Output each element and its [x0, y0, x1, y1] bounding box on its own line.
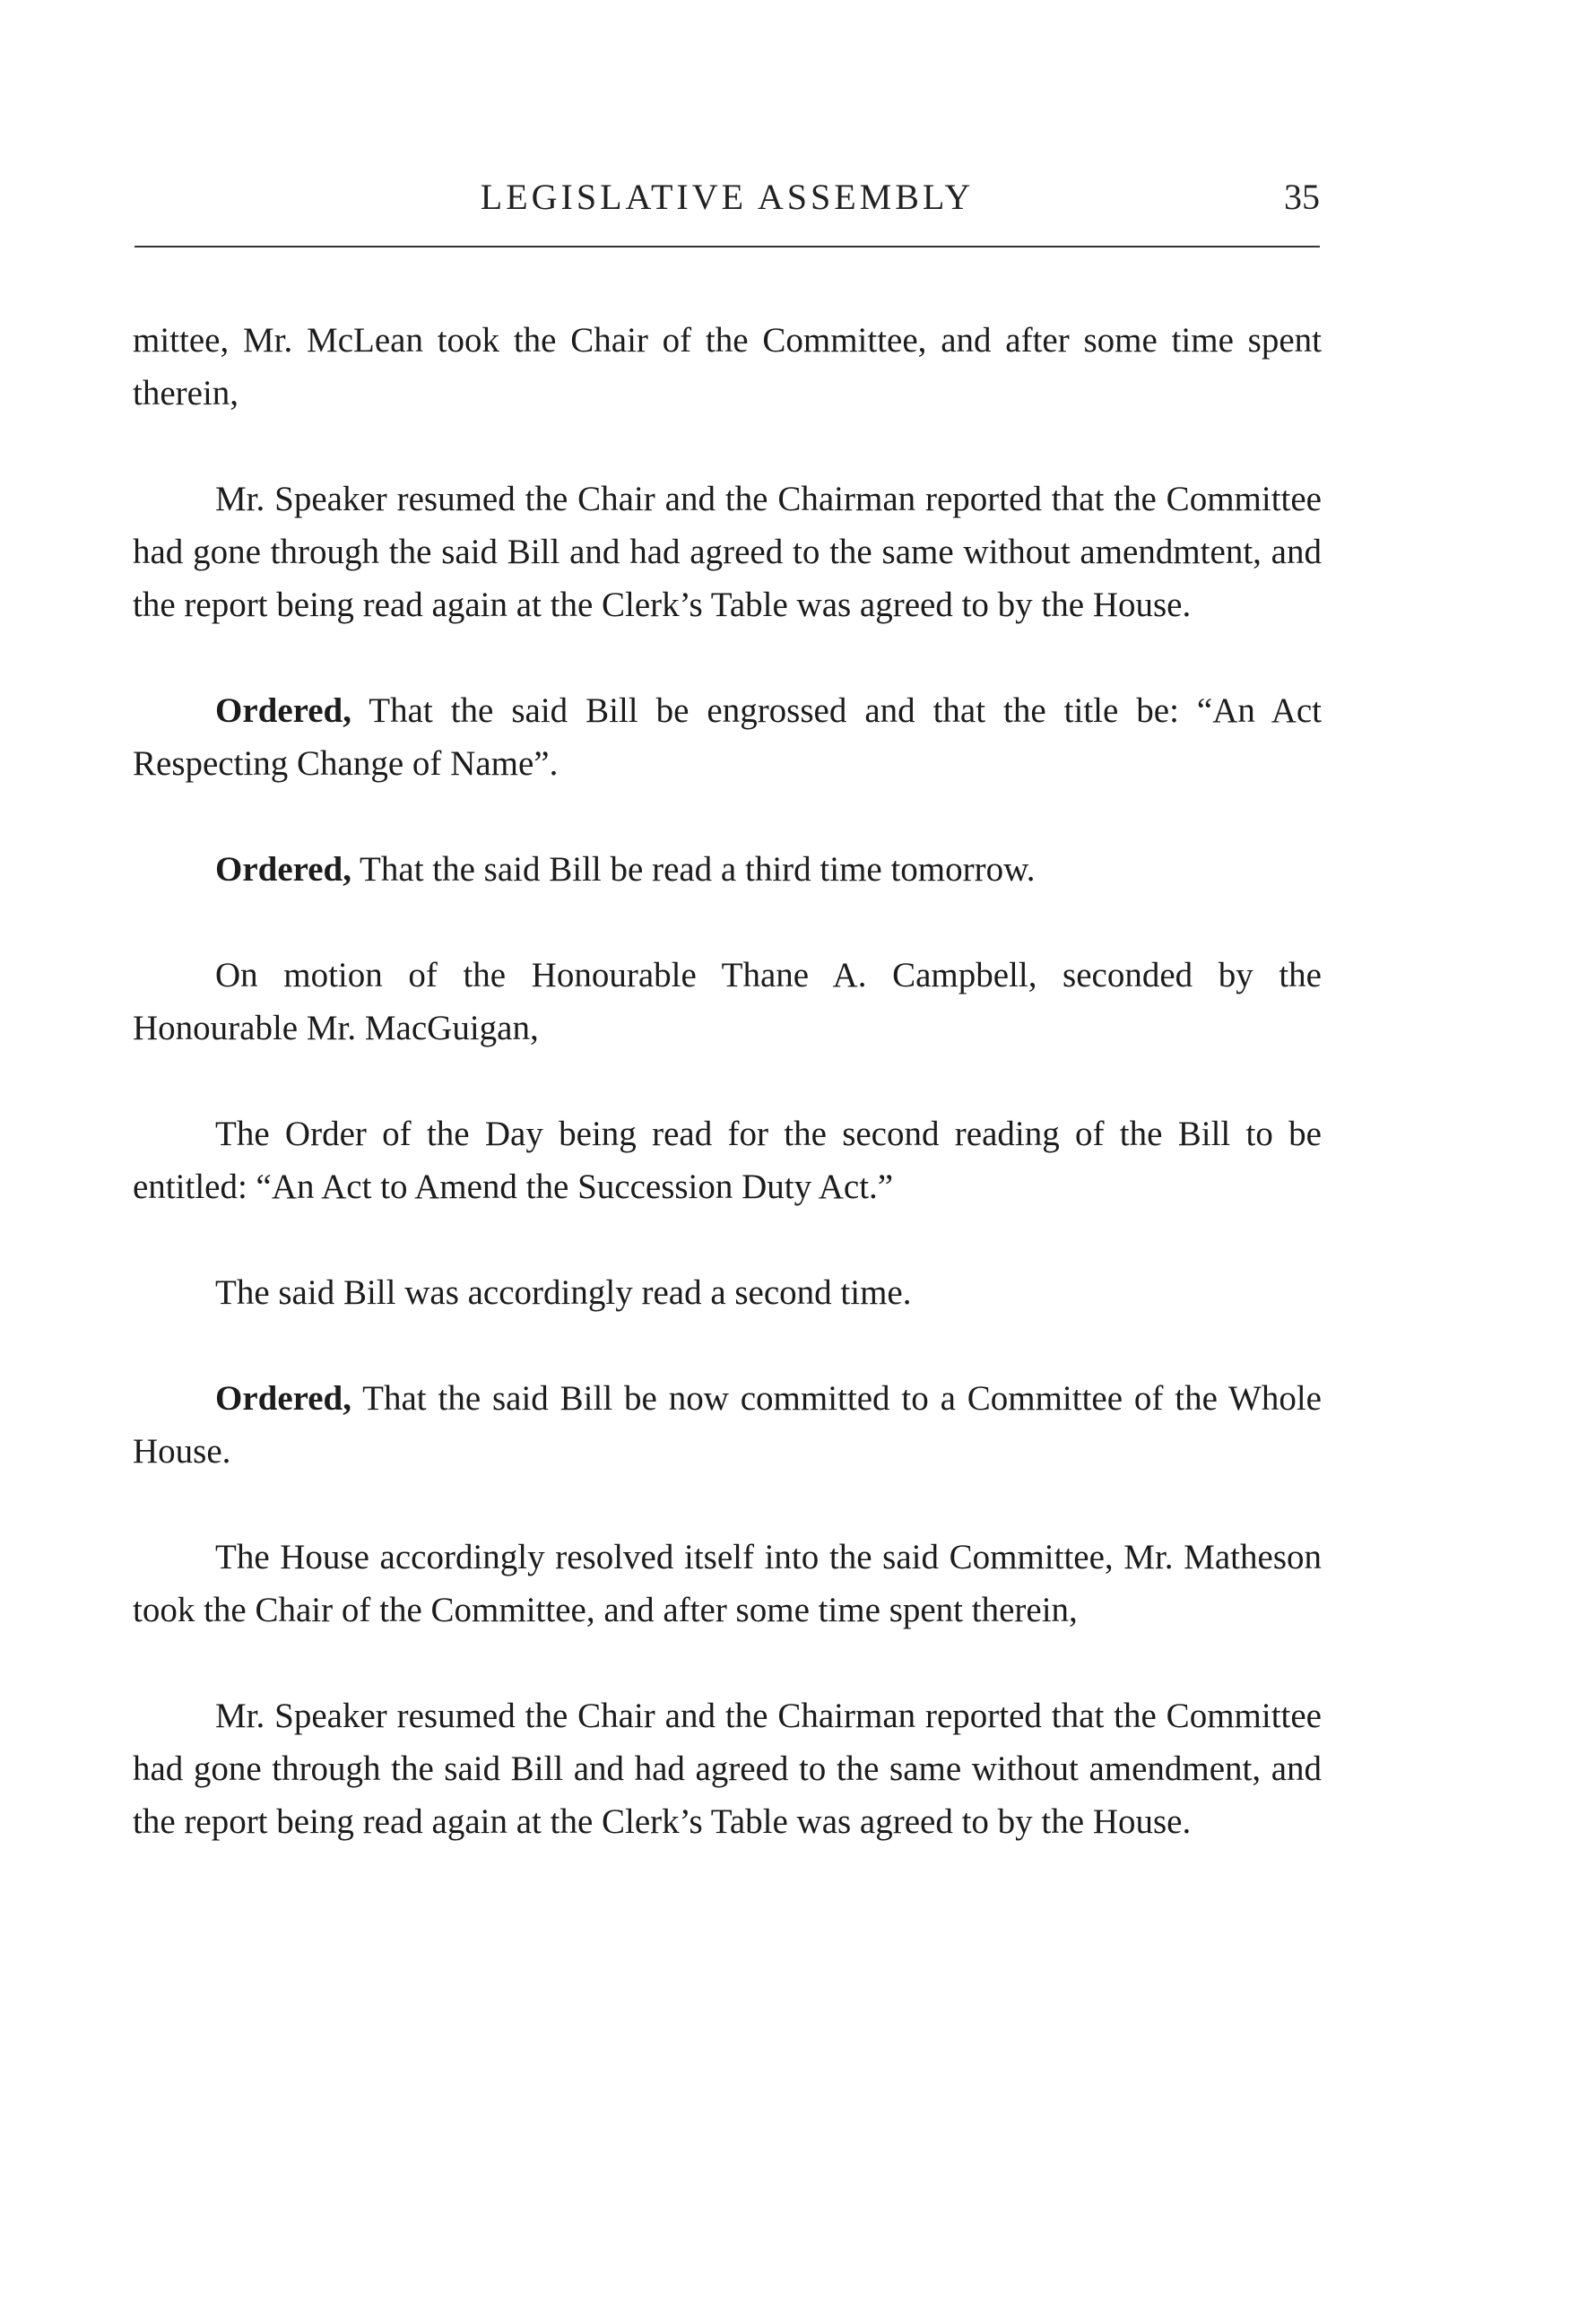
- paragraph-6: [133, 1107, 1322, 1213]
- paragraph-1: [133, 314, 1322, 420]
- body-text: [133, 314, 1322, 1901]
- paragraph-7: [133, 1266, 1322, 1319]
- paragraph-text: That the said Bill be engrossed and that the title be: “An Act Respecting Change of Name”.: [133, 691, 1322, 783]
- page-header: [134, 176, 1320, 230]
- paragraph-text: Mr. Speaker resumed the Chair and the Chairman reported that the Committee had gone through the said Bill and had agreed to the same without amendment, and the report being read again at the Clerk’s Table was agreed to by the House.: [133, 1697, 1322, 1841]
- page-number: 35: [1284, 177, 1320, 217]
- paragraph-4: [133, 843, 1322, 896]
- paragraph-lead: Ordered,: [215, 1379, 352, 1418]
- paragraph-lead: Ordered,: [215, 691, 352, 730]
- paragraph-text: The Order of the Day being read for the second reading of the Bill to be entitled: “An Act to Amend the Succession Duty Act.”: [133, 1115, 1322, 1206]
- paragraph-3: [133, 684, 1322, 790]
- running-title: LEGISLATIVE ASSEMBLY: [480, 177, 975, 217]
- paragraph-text: On motion of the Honourable Thane A. Campbell, seconded by the Honourable Mr. MacGuigan,: [133, 956, 1322, 1047]
- paragraph-text: That the said Bill be now committed to a Committee of the Whole House.: [133, 1379, 1322, 1471]
- paragraph-text: That the said Bill be read a third time tomorrow.: [351, 850, 1036, 889]
- paragraph-5: [133, 949, 1322, 1055]
- paragraph-8: [133, 1372, 1322, 1478]
- paragraph-2: [133, 473, 1322, 631]
- paragraph-lead: Ordered,: [215, 850, 352, 889]
- header-rule: [134, 246, 1320, 247]
- paragraph-9: [133, 1531, 1322, 1636]
- paragraph-10: [133, 1689, 1322, 1848]
- paragraph-text: mittee, Mr. McLean took the Chair of the Committee, and after some time spent therein,: [133, 321, 1322, 412]
- paragraph-text: The House accordingly resolved itself into the said Committee, Mr. Matheson took the Chair of the Committee, and after some time spent therein,: [133, 1538, 1322, 1629]
- paragraph-text: The said Bill was accordingly read a second time.: [215, 1273, 912, 1312]
- paragraph-text: Mr. Speaker resumed the Chair and the Chairman reported that the Committee had gone through the said Bill and had agreed to the same without amendmtent, and the report being read again at the Clerk’s Table was agreed to by the House.: [133, 480, 1322, 624]
